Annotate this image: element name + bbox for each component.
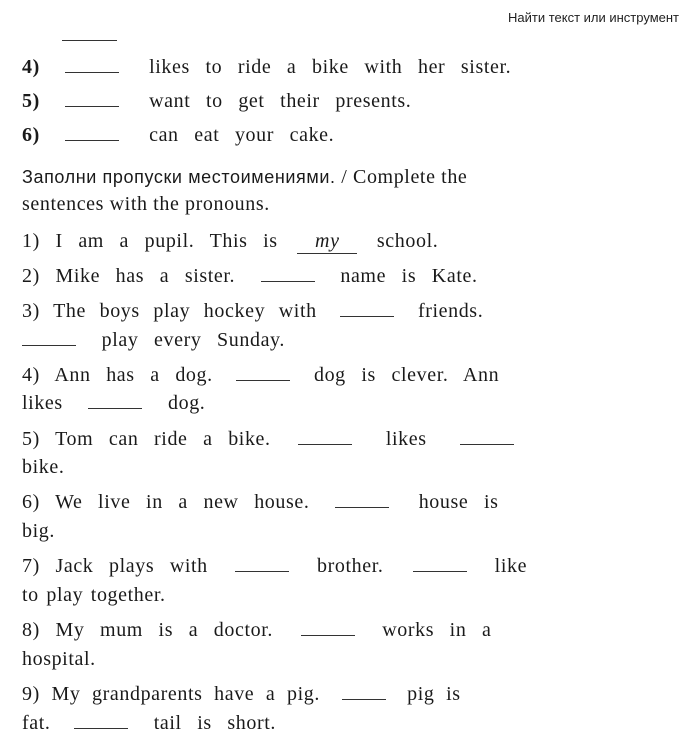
sentence-3 [22, 300, 483, 323]
sentence-text: house is [418, 491, 499, 513]
sentence-text: to play together. [22, 584, 166, 606]
sentence-text: 6) We live in a new house. [22, 491, 310, 513]
sentence-text: 7) Jack plays with [22, 555, 208, 577]
exercise-item-4 [22, 56, 511, 79]
sentence-text: fat. [22, 712, 51, 734]
sentence-text: play every Sunday. [101, 329, 285, 351]
sentence-6 [22, 491, 499, 514]
sentence-text: friends. [417, 300, 484, 322]
sentence-text: school. [376, 230, 439, 252]
item-text: likes to ride a bike with her sister. [149, 56, 512, 78]
sentence-text: 4) Ann has a dog. [22, 364, 213, 386]
sentence-7-cont [22, 584, 166, 607]
sentence-text: like [494, 555, 528, 577]
sentence-text: brother. [317, 555, 384, 577]
answer-blank [298, 428, 352, 445]
sentence-text: name is Kate. [340, 265, 478, 287]
sentence-3-cont [22, 329, 285, 352]
sentence-1 [22, 230, 438, 254]
sentence-text: hospital. [22, 648, 96, 670]
sentence-4 [22, 364, 499, 387]
cut-off-line [22, 38, 121, 47]
answer-blank [342, 683, 386, 700]
sentence-text: tail is short. [153, 712, 277, 734]
sentence-text: dog is clever. Ann [313, 364, 500, 386]
sentence-text: 9) My grandparents have a pig. [22, 683, 320, 705]
sentence-text: likes [22, 392, 63, 414]
sentence-5 [22, 428, 518, 451]
answer-blank [235, 555, 289, 572]
find-text-or-tool-button[interactable]: Найти текст или инструмент [508, 10, 679, 25]
sentence-9-cont [22, 712, 276, 735]
answer-blank [413, 555, 467, 572]
task-instruction [22, 166, 467, 189]
answer-filled: my [297, 230, 357, 254]
item-number: 5) [22, 90, 40, 112]
item-text: want to get their presents. [149, 90, 412, 112]
answer-blank [65, 124, 119, 141]
item-number: 6) [22, 124, 40, 146]
sentence-5-cont [22, 456, 64, 479]
answer-blank [335, 491, 389, 508]
instruction-separator: / [335, 166, 353, 188]
sentence-text: 3) The boys play hockey with [22, 300, 317, 322]
answer-blank [88, 392, 142, 409]
sentence-2 [22, 265, 478, 288]
exercise-item-6 [22, 124, 334, 147]
answer-blank [301, 619, 355, 636]
sentence-text: 2) Mike has a sister. [22, 265, 236, 287]
answer-blank [236, 364, 290, 381]
sentence-6-cont [22, 520, 55, 543]
top-toolbar [0, 0, 683, 39]
item-number: 4) [22, 56, 40, 78]
item-text: can eat your cake. [149, 124, 335, 146]
sentence-8 [22, 619, 492, 642]
sentence-text: bike. [22, 456, 65, 478]
sentence-text: likes [385, 428, 427, 450]
exercise-item-5 [22, 90, 411, 113]
instruction-russian: Заполни пропуски местоимениями. [22, 167, 336, 187]
answer-blank [22, 329, 76, 346]
sentence-8-cont [22, 648, 96, 671]
answer-blank [460, 428, 514, 445]
sentence-text: 5) Tom can ride a bike. [22, 428, 271, 450]
answer-blank [261, 265, 315, 282]
sentence-4-cont [22, 392, 205, 415]
answer-blank [65, 90, 119, 107]
document-page [0, 38, 598, 738]
sentence-text: big. [22, 520, 55, 542]
sentence-text: works in a [382, 619, 492, 641]
answer-blank [340, 300, 394, 317]
sentence-text: dog. [168, 392, 206, 414]
sentence-7 [22, 555, 527, 578]
right-margin [598, 38, 683, 738]
answer-blank [65, 56, 119, 73]
sentence-text: 1) I am a pupil. This is [22, 230, 278, 252]
sentence-text: 8) My mum is a doctor. [22, 619, 273, 641]
sentence-text: pig is [407, 683, 461, 705]
sentence-9 [22, 683, 461, 706]
instruction-english-cont: sentences with the pronouns. [22, 193, 270, 215]
answer-blank [74, 712, 128, 729]
instruction-english: Complete the [353, 166, 468, 188]
task-instruction-line2 [22, 193, 270, 216]
